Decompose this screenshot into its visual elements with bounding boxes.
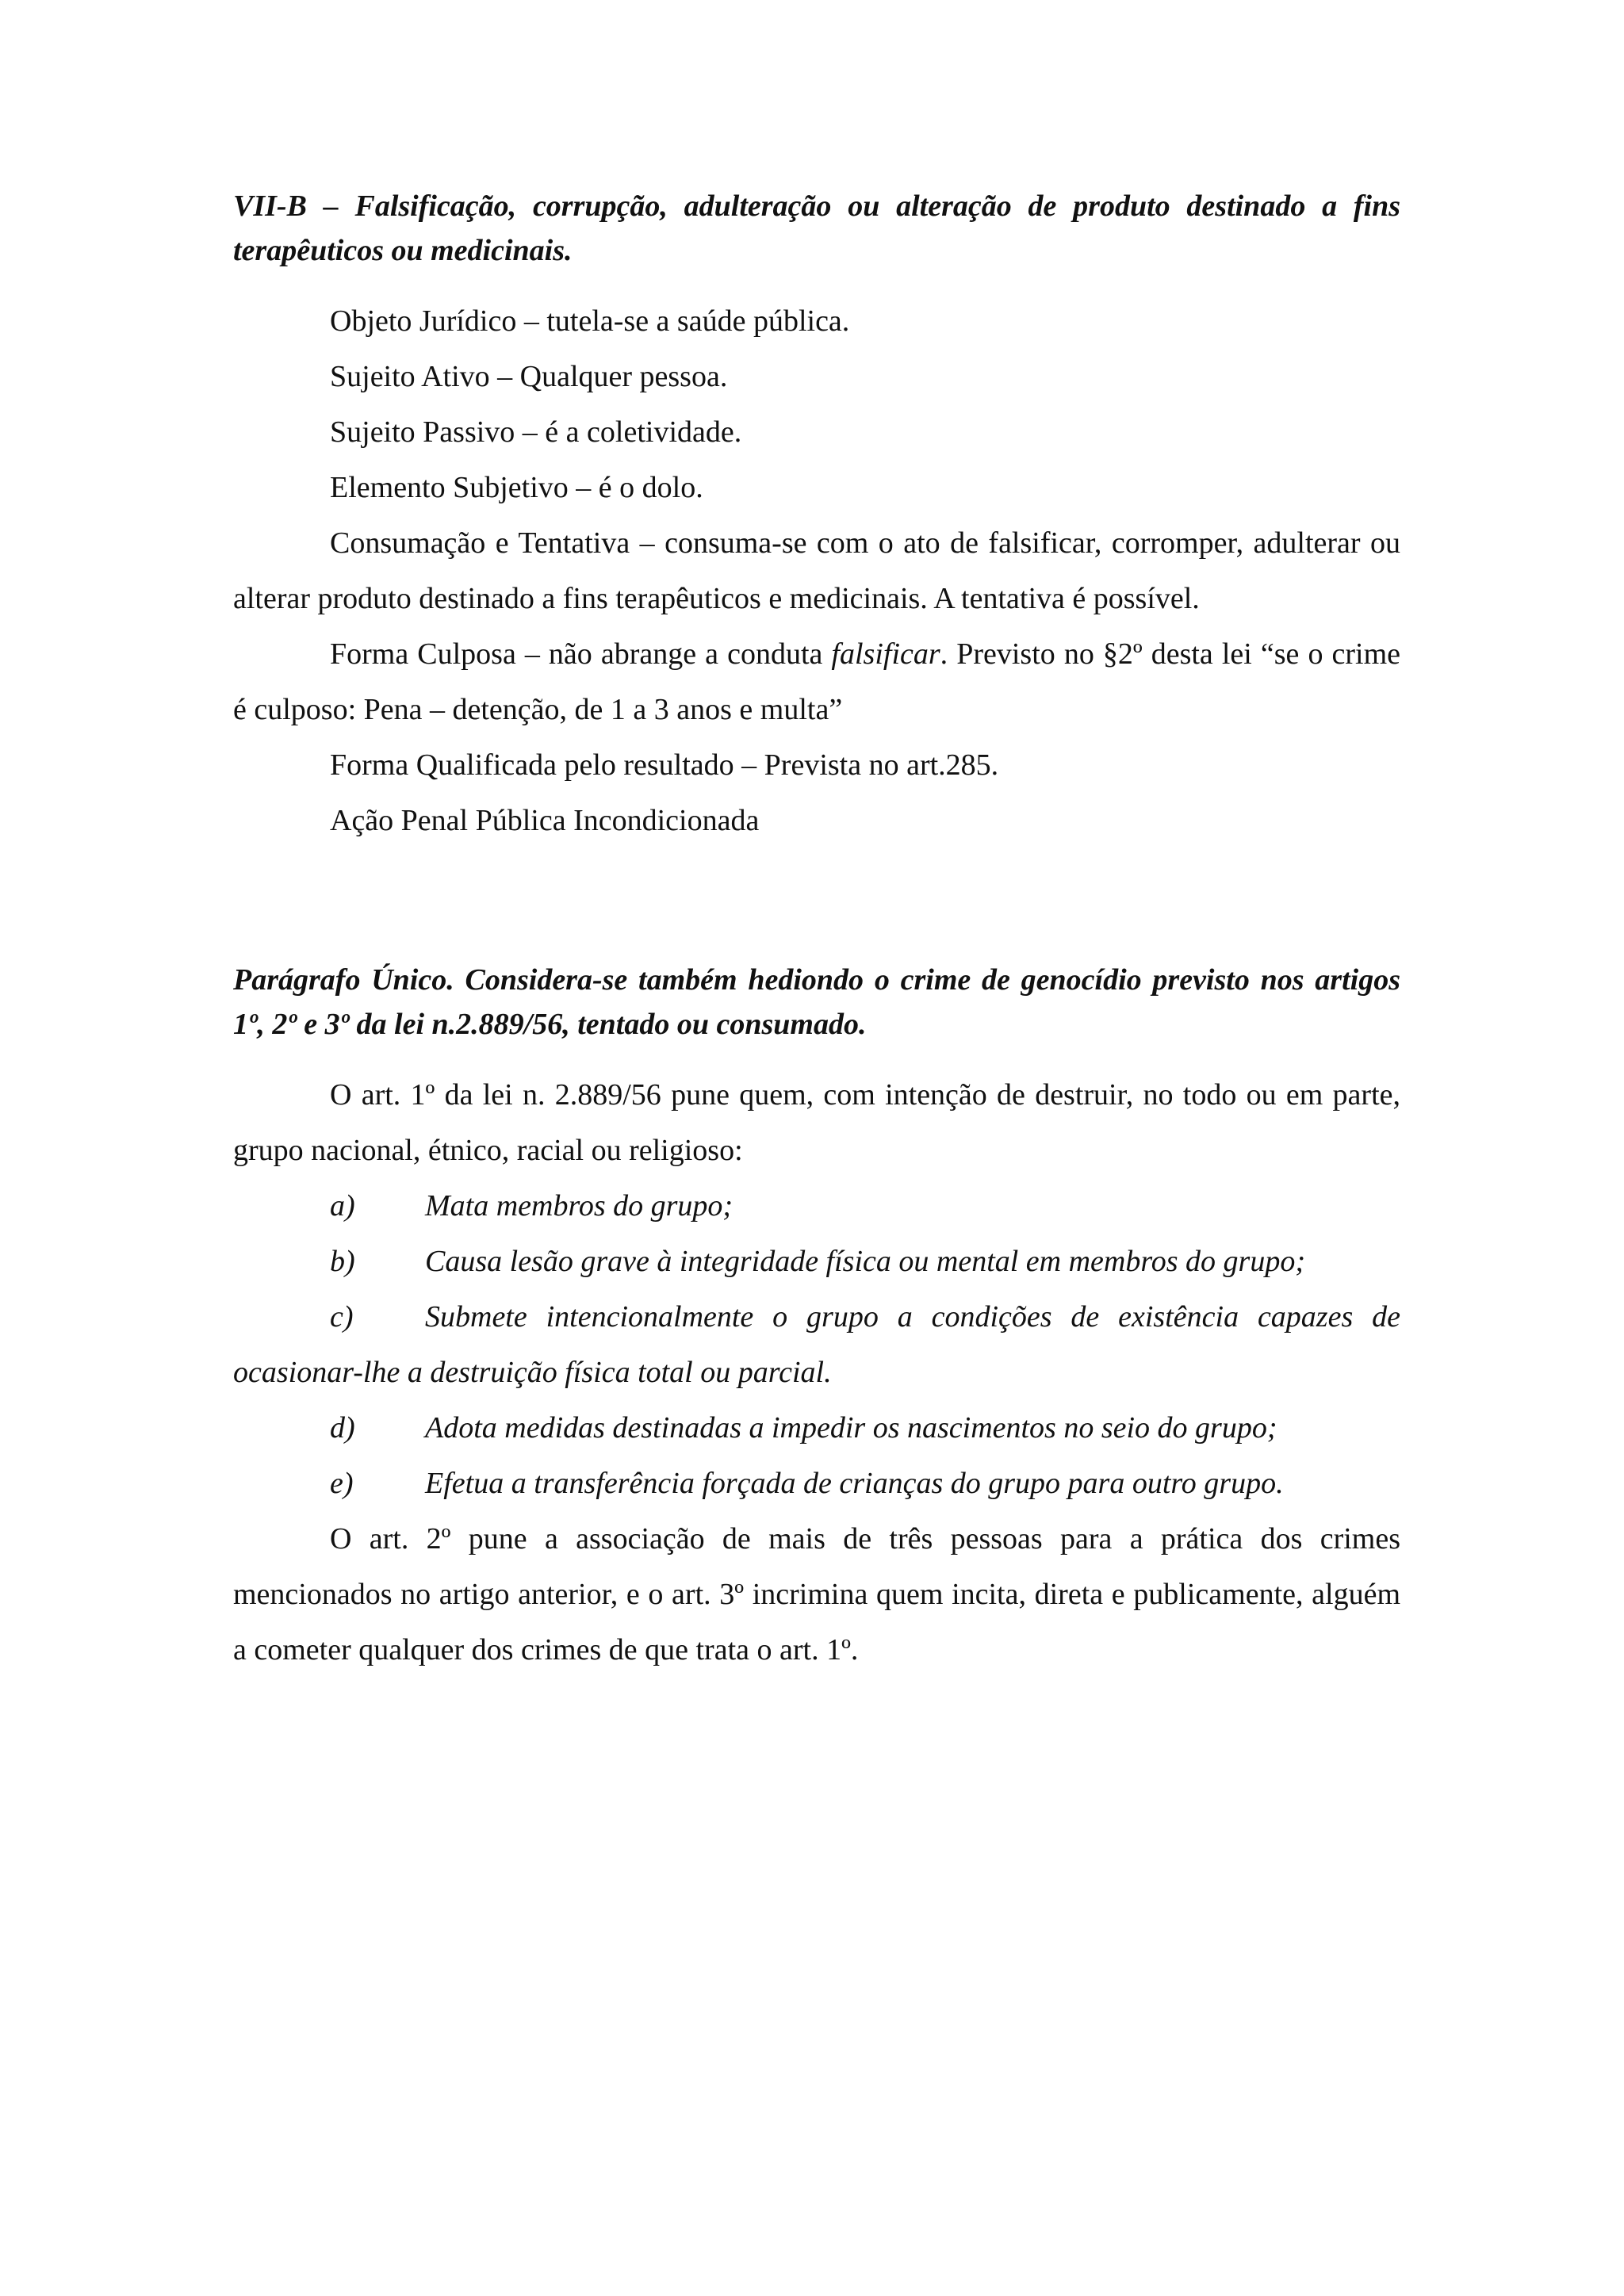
list-item-b bbox=[233, 1234, 1400, 1289]
objeto-juridico-line: Objeto Jurídico – tutela-se a saúde pública. bbox=[330, 304, 850, 338]
list-item-text: Submete intencionalmente o grupo a condições de existência capazes de ocasionar-lhe a destruição física total ou parcial. bbox=[233, 1300, 1400, 1389]
forma-qualificada-line: Forma Qualificada pelo resultado – Prevista no art.285. bbox=[330, 748, 999, 782]
list-item-text: Efetua a transferência forçada de crianças do grupo para outro grupo. bbox=[425, 1467, 1284, 1500]
list-item-text: Mata membros do grupo; bbox=[425, 1189, 733, 1223]
elemento-subjetivo-line: Elemento Subjetivo – é o dolo. bbox=[330, 471, 703, 504]
list-item-letter: d) bbox=[330, 1411, 355, 1445]
list-item-letter: a) bbox=[330, 1189, 355, 1223]
list-item-c bbox=[233, 1289, 1400, 1400]
list-item-text: Causa lesão grave à integridade física ou mental em membros do grupo; bbox=[425, 1245, 1305, 1278]
forma-culposa-text-end: . Previsto no §2º desta lei “se o crime é culposo: Pena – detenção, de 1 a 3 anos e multa” bbox=[233, 637, 1401, 726]
list-item-letter: c) bbox=[330, 1300, 354, 1334]
page-content bbox=[233, 184, 1400, 1678]
section-heading-paragrafo-unico: Parágrafo Único. Considera-se também hediondo o crime de genocídio previsto nos artigos 1º, 2º e 3º da lei n.2.889/56, tentado ou consumado. bbox=[233, 963, 1400, 1041]
forma-culposa-text-start: Forma Culposa – não abrange a conduta bbox=[330, 637, 832, 671]
sujeito-passivo-line: Sujeito Passivo – é a coletividade. bbox=[330, 415, 742, 449]
list-item-letter: b) bbox=[330, 1245, 355, 1278]
consumacao-paragraph: Consumação e Tentativa – consuma-se com o ato de falsificar, corromper, adulterar ou alterar produto destinado a fins terapêuticos e medicinais. A tentativa é possível. bbox=[233, 526, 1400, 615]
list-item-d bbox=[233, 1400, 1400, 1456]
list-item-e bbox=[233, 1456, 1400, 1511]
list-item-text: Adota medidas destinadas a impedir os nascimentos no seio do grupo; bbox=[425, 1411, 1277, 1445]
sujeito-ativo-line: Sujeito Ativo – Qualquer pessoa. bbox=[330, 360, 728, 393]
forma-culposa-paragraph bbox=[233, 626, 1400, 737]
acao-penal-line: Ação Penal Pública Incondicionada bbox=[330, 804, 760, 837]
closing-paragraph: O art. 2º pune a associação de mais de três pessoas para a prática dos crimes mencionados no artigo anterior, e o art. 3º incrimina quem incita, direta e publicamente, alguém a cometer qualquer dos crimes de que trata o art. 1º. bbox=[233, 1522, 1400, 1667]
list-item-a bbox=[233, 1178, 1400, 1234]
section-heading-vii-b: VII-B – Falsificação, corrupção, adulteração ou alteração de produto destinado a fins terapêuticos ou medicinais. bbox=[233, 189, 1400, 267]
genocidio-intro-paragraph: O art. 1º da lei n. 2.889/56 pune quem, com intenção de destruir, no todo ou em parte, grupo nacional, étnico, racial ou religioso: bbox=[233, 1078, 1400, 1167]
forma-culposa-emphasis: falsificar bbox=[831, 637, 940, 671]
list-item-letter: e) bbox=[330, 1467, 354, 1500]
